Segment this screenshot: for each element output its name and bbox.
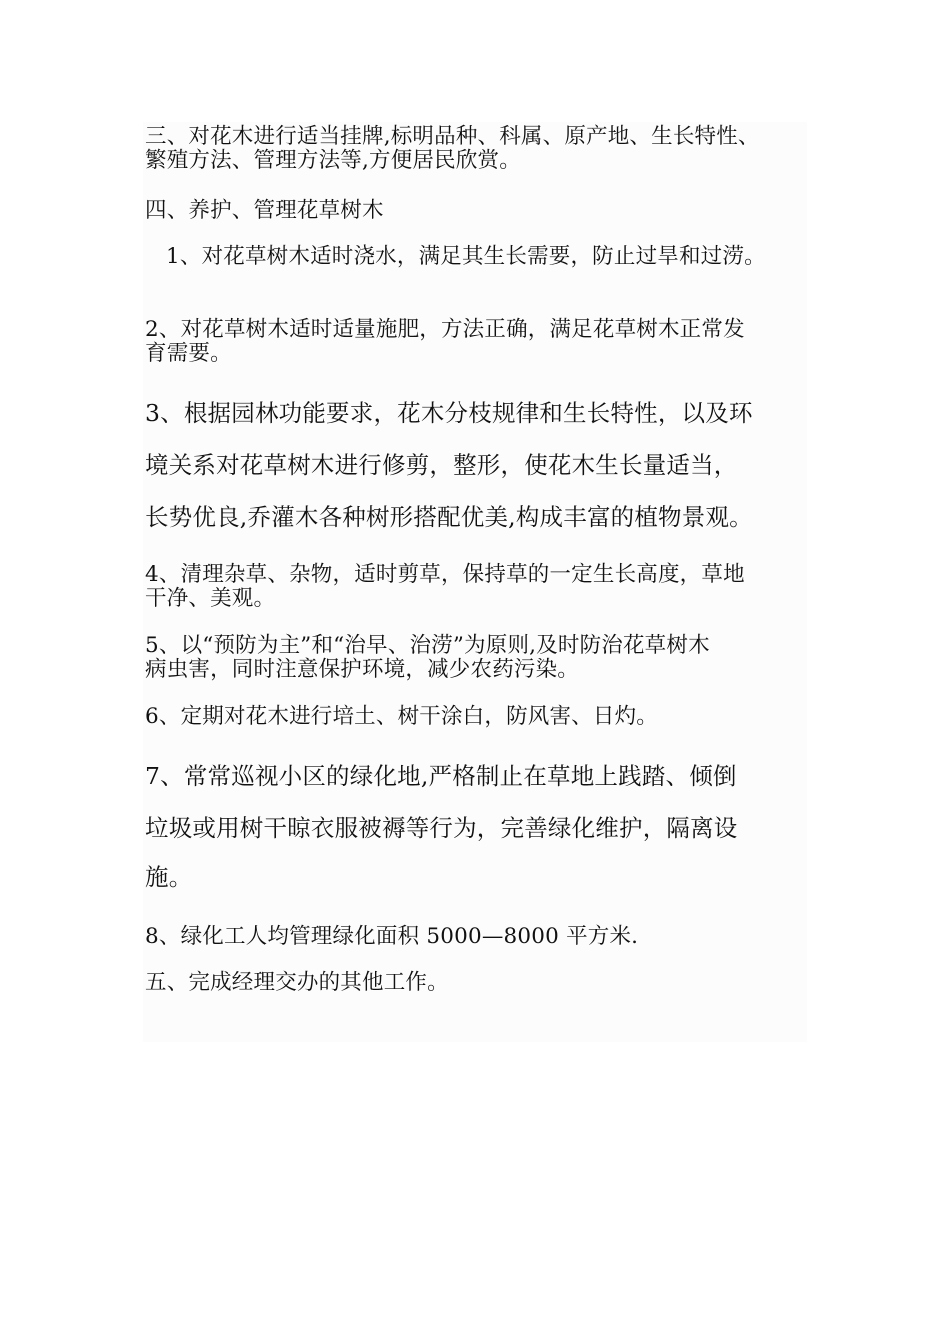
paragraph-pruning-line-2: 境关系对花草树木进行修剪，整形，使花木生长量适当， [145,451,738,479]
section-heading-maintenance: 四、养护、管理花草树木 [145,198,384,223]
paragraph-soil-whitewash: 6、定期对花木进行培土、树干涂白，防风害、日灼。 [145,704,658,729]
paragraph-patrol-line-3: 施。 [145,863,193,891]
paragraph-line: 2、对花草树木适时适量施肥，方法正确，满足花草树木正常发 [145,317,745,342]
paragraph-line: 三、对花木进行适当挂牌,标明品种、科属、原产地、生长特性、 [145,124,760,149]
paragraph-weeding [145,563,825,611]
paragraph-line: 繁殖方法、管理方法等,方便居民欣赏。 [145,148,521,173]
paragraph-signage [145,125,825,173]
paragraph-patrol-line-2: 垃圾或用树干晾衣服被褥等行为，完善绿化维护，隔离设 [145,814,738,842]
paragraph-watering: 1、对花草树木适时浇水，满足其生长需要，防止过旱和过涝。 [166,244,766,269]
paragraph-pruning-line-3: 长势优良,乔灌木各种树形搭配优美,构成丰富的植物景观。 [145,503,753,531]
paragraph-line: 4、清理杂草、杂物，适时剪草，保持草的一定生长高度，草地 [145,562,745,587]
paragraph-line: 育需要。 [145,341,232,366]
paragraph-line: 病虫害，同时注意保护环境，减少农药污染。 [145,657,580,682]
paragraph-pest-control [145,634,825,682]
section-heading-other-work: 五、完成经理交办的其他工作。 [145,970,449,995]
paragraph-area-per-worker: 8、绿化工人均管理绿化面积 5000—8000 平方米. [145,924,639,949]
paragraph-line: 5、以“预防为主”和“治早、治涝”为原则,及时防治花草树木 [145,633,710,658]
paragraph-line: 干净、美观。 [145,586,276,611]
paragraph-pruning-line-1: 3、根据园林功能要求，花木分枝规律和生长特性，以及环 [145,399,753,427]
paragraph-patrol-line-1: 7、常常巡视小区的绿化地,严格制止在草地上践踏、倾倒 [145,762,737,790]
paragraph-fertilizing [145,318,825,366]
